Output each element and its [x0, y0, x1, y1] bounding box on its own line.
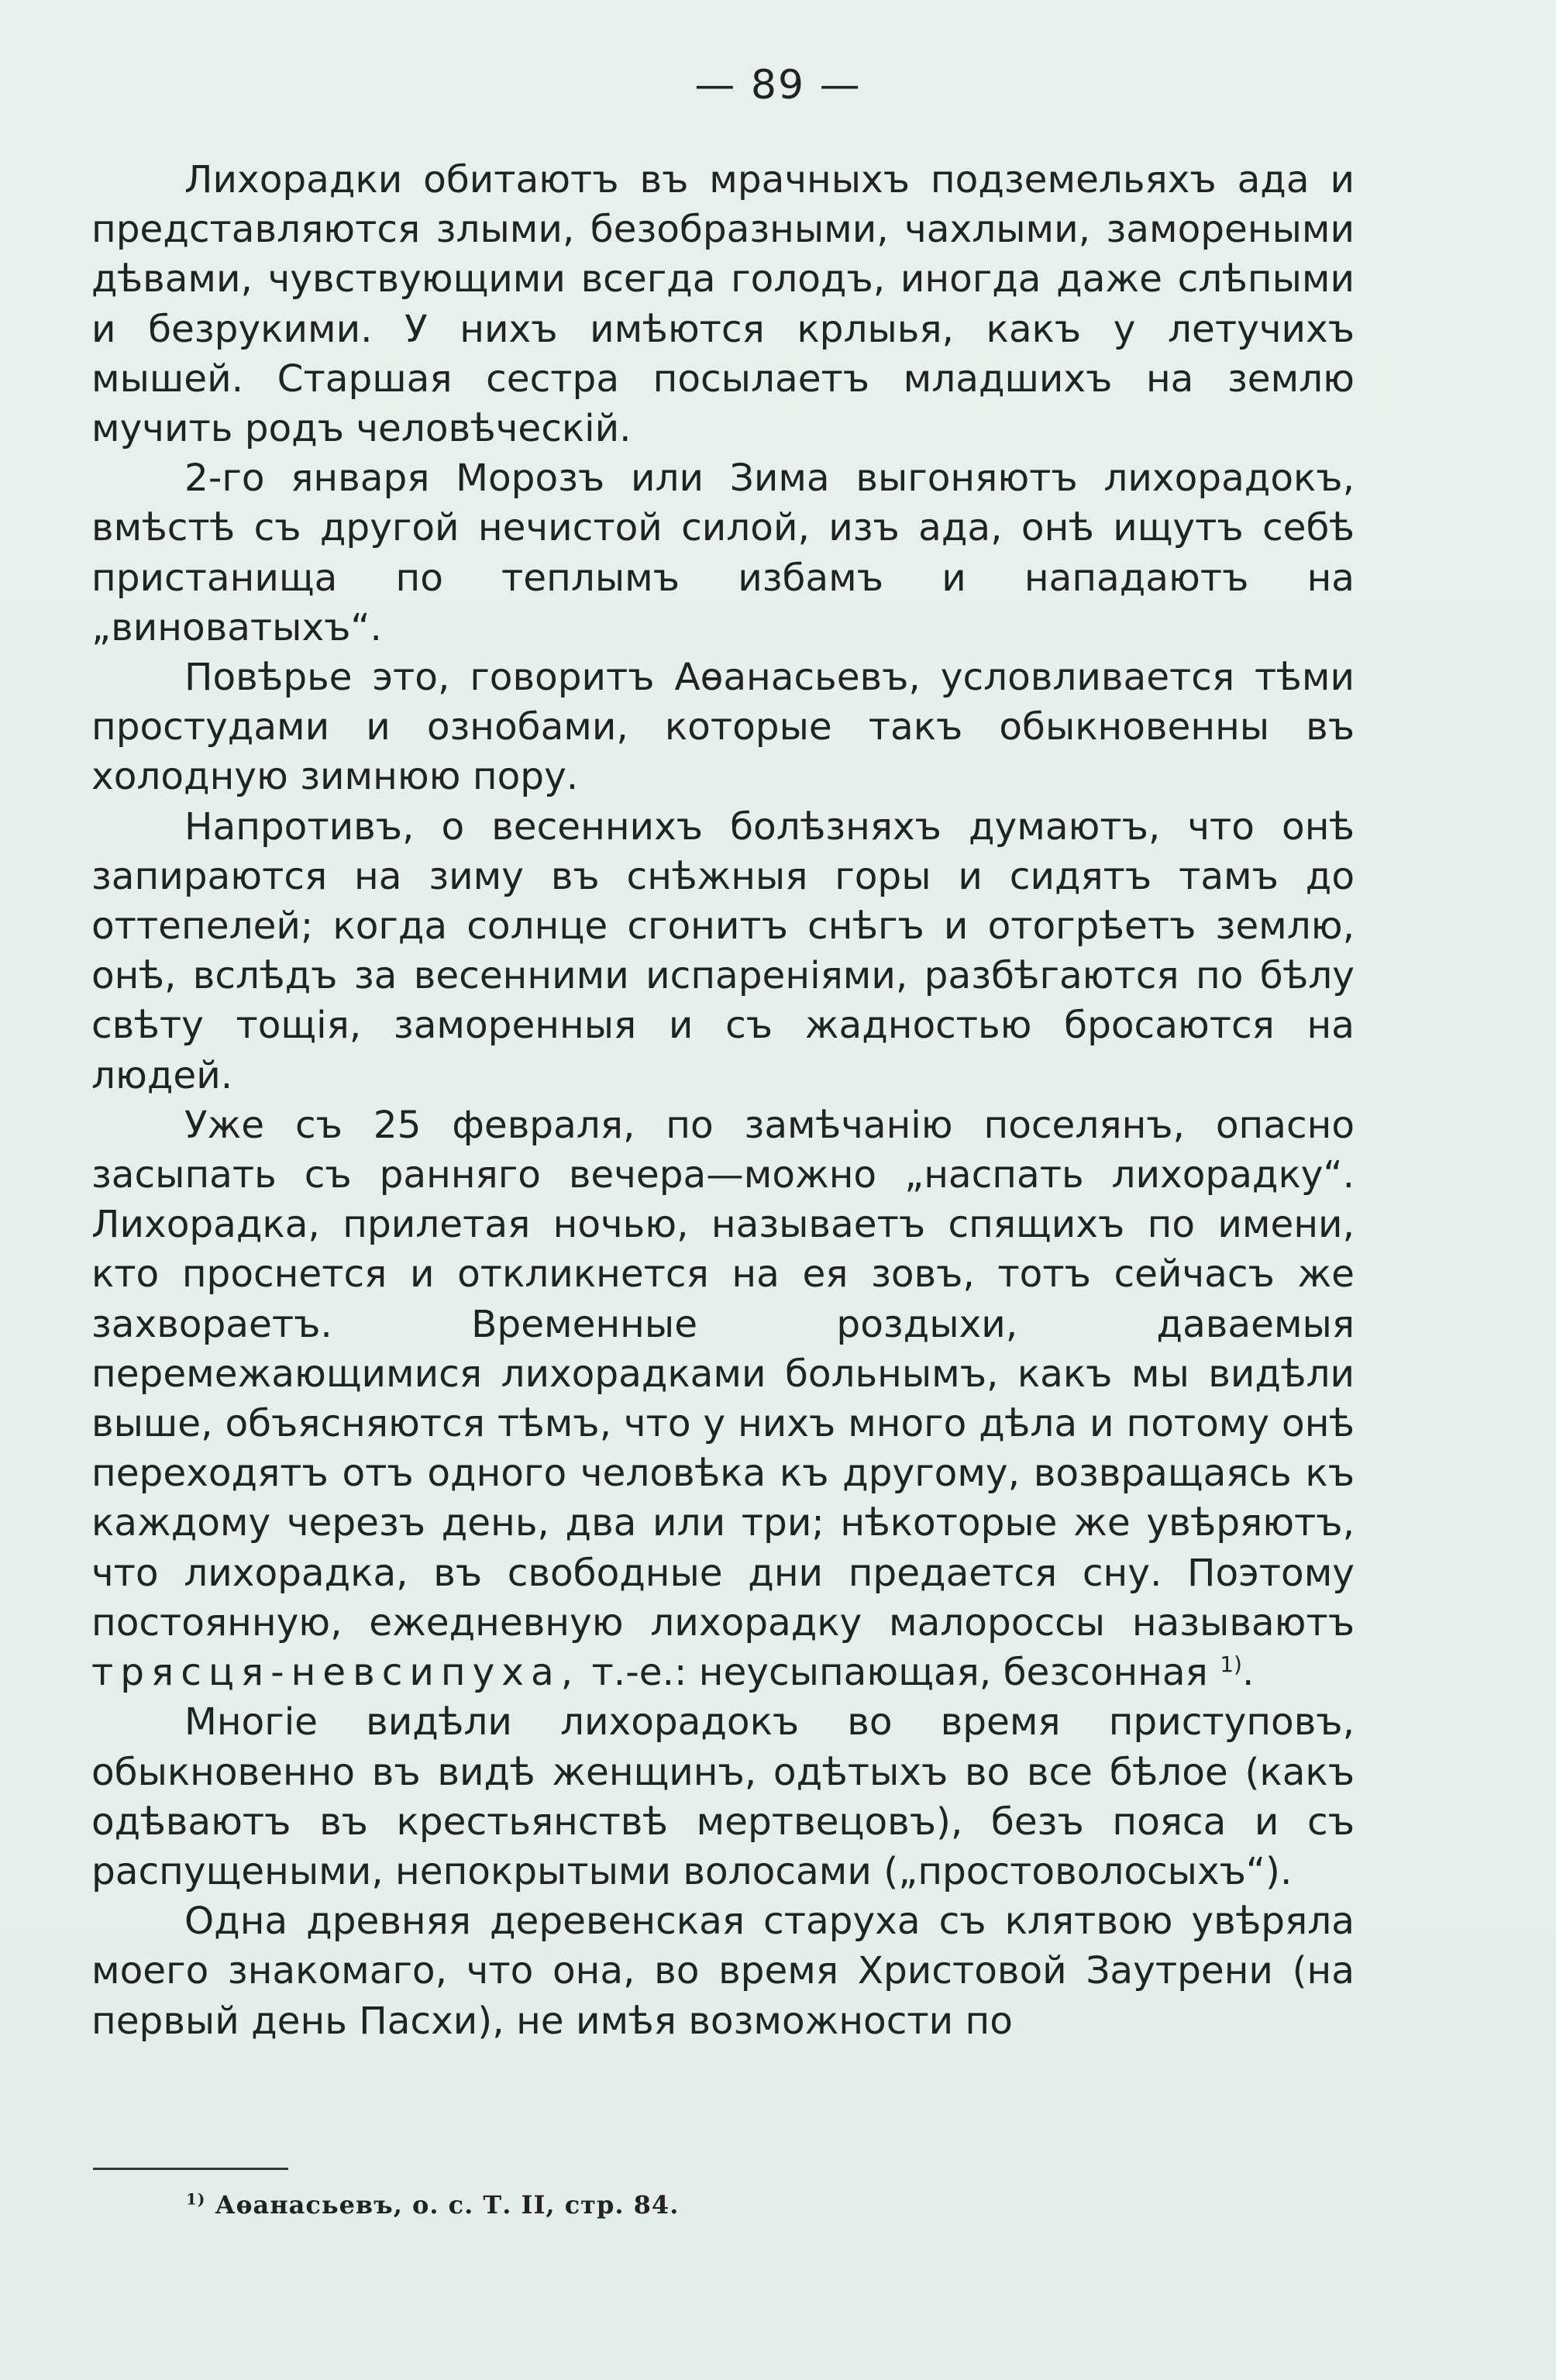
footnote	[186, 2190, 679, 2220]
paragraph-3: Повѣрье это, говоритъ Аѳанасьевъ, условливается тѣми простудами и ознобами, которые такъ обыкновенны въ холодную зимнюю пору.	[91, 656, 1355, 799]
paragraph-6: Многіе видѣли лихорадокъ во время приступовъ, обыкновенно въ видѣ женщинъ, одѣтыхъ во все бѣлое (какъ одѣваютъ въ крестьянствѣ мертвецовъ), безъ пояса и съ распущеными, непокрытыми волосами („простоволосыхъ“).	[91, 1700, 1355, 1893]
footnote-marker: 1)	[186, 2189, 206, 2209]
paragraph-2: 2-го января Морозъ или Зима выгоняютъ лихорадокъ, вмѣстѣ съ другой нечистой силой, изъ ада, онѣ ищутъ себѣ пристанища по теплымъ избамъ и нападаютъ на „виноватыхъ“.	[91, 456, 1355, 649]
page-number: — 89 —	[694, 62, 862, 108]
paragraph-4: Напротивъ, о весеннихъ болѣзняхъ думаютъ, что онѣ запираются на зиму въ снѣжныя горы и сидятъ тамъ до оттепелей; когда солнце сгонитъ снѣгъ и отогрѣетъ землю, онѣ, вслѣдъ за весенними испареніями, разбѣгаются по бѣлу свѣту тощія, заморенныя и съ жадностью бросаются на людей.	[91, 804, 1355, 1097]
body-text	[91, 155, 1355, 2046]
paragraph-5-closing: .	[1241, 1651, 1255, 1695]
paragraph-5	[91, 1100, 1355, 1697]
paragraph-7: Одна древняя деревенская старуха съ клятвою увѣряла моего знакомаго, что она, во время Христовой Заутрени (на первый день Пасхи), не имѣя возможности по	[91, 1900, 1355, 2043]
paragraph-1: Лихорадки обитаютъ въ мрачныхъ подземельяхъ ада и представляются злыми, безобразными, чахлыми, замореными дѣвами, чувствующими всегда голодъ, иногда даже слѣпыми и безрукими. У нихъ имѣются крлыья, какъ у летучихъ мышей. Старшая сестра посылаетъ младшихъ на землю мучить родъ человѣческій.	[91, 158, 1355, 451]
footnote-reference[interactable]: 1)	[1220, 1651, 1242, 1677]
footnote-text: Аѳанасьевъ, о. с. Т. II, стр. 84.	[205, 2190, 680, 2220]
spaced-term: трясця-невсипуха,	[91, 1651, 580, 1695]
paragraph-5-text-after: т.-е.: неусыпающая, безсонная	[580, 1651, 1208, 1695]
paragraph-5-text: Уже съ 25 февраля, по замѣчанію поселянъ, опасно засыпать съ ранняго вечера—можно „наспать лихорадку“. Лихорадка, прилетая ночью, называетъ спящихъ по имени, кто проснется и откликнется на ея зовъ, тотъ сейчасъ же захвораетъ. Временные роздыхи, даваемыя перемежающимися лихорадками больнымъ, какъ мы видѣли выше, объясняются тѣмъ, что у нихъ много дѣла и потому онѣ переходятъ отъ одного человѣка къ другому, возвращаясь къ каждому черезъ день, два или три; нѣкоторые же увѣряютъ, что лихорадка, въ свободные дни предается сну. Поэтому постоянную, ежедневную лихорадку малороссы называютъ	[91, 1103, 1355, 1645]
footnote-divider	[93, 2168, 288, 2170]
